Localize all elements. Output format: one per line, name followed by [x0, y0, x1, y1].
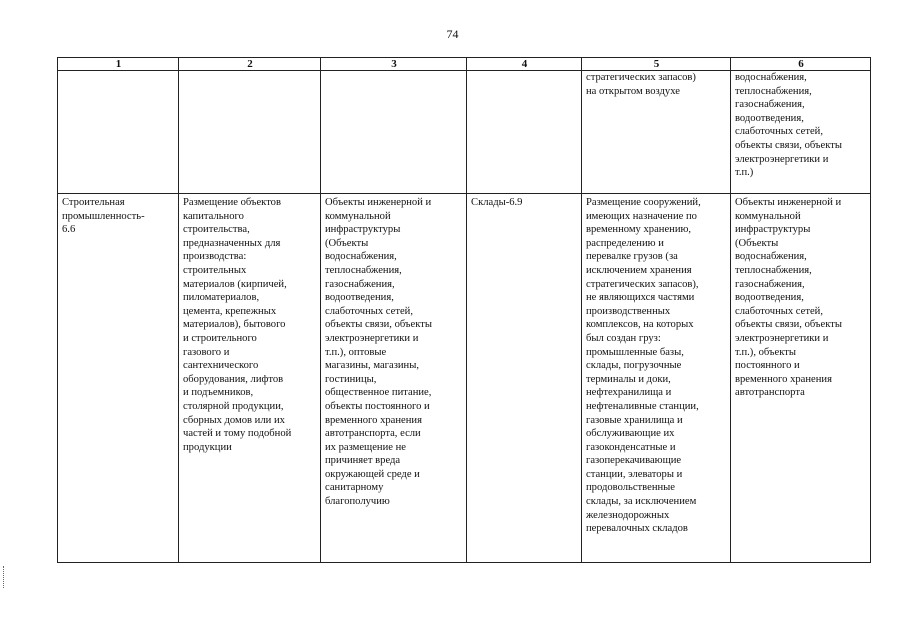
table-cell: Склады-6.9	[467, 194, 582, 563]
column-header-2: 2	[179, 58, 321, 71]
zoning-table	[57, 57, 871, 563]
table-cell: Объекты инженерной и коммунальной инфраструктуры (Объекты водоснабжения, теплоснабжения, газоснабжения, водоотведения, слаботочных сетей, объекты связи, объекты электроэнергетики и т.п.), оптовые магазины, магазины, гостиницы, общественное питание, объекты постоянного и временного хранения автотранспорта, если их размещение не причиняет вреда окружающей среде и санитарному благополучию	[321, 194, 467, 563]
column-header-6: 6	[731, 58, 871, 71]
table-cell: водоснабжения, теплоснабжения, газоснабжения, водоотведения, слаботочных сетей, объекты связи, объекты электроэнергетики и т.п.)	[731, 71, 871, 194]
table-cell	[321, 71, 467, 194]
table-cell	[58, 71, 179, 194]
page-number: 74	[446, 27, 459, 41]
table-cell: Размещение сооружений, имеющих назначение по временному хранению, распределению и перевалке грузов (за исключением хранения стратегических запасов), не являющихся частями производственных комплексов, на которых был создан груз: промышленные базы, склады, погрузочные терминалы и доки, нефтехранилища и нефтеналивные станции, газовые хранилища и обслуживающие их газоконденсатные и газоперекачивающие станции, элеваторы и продовольственные склады, за исключением железнодорожных перевалочных складов	[582, 194, 731, 563]
table-cell: стратегических запасов) на открытом воздухе	[582, 71, 731, 194]
table-cell: Строительная промышленность- 6.6	[58, 194, 179, 563]
table-row-continuation	[58, 71, 871, 194]
table-row-construction-industry	[58, 194, 871, 563]
header-row	[58, 58, 871, 71]
table-cell: Размещение объектов капитального строительства, предназначенных для производства: строительных материалов (кирпичей, пиломатериалов, цемента, крепежных материалов), бытового и строительного газового и сантехнического оборудования, лифтов и подъемников, столярной продукции, сборных домов или их частей и тому подобной продукции	[179, 194, 321, 563]
scan-margin-mark	[3, 566, 6, 588]
table-cell	[467, 71, 582, 194]
table-cell	[179, 71, 321, 194]
table-cell: Объекты инженерной и коммунальной инфраструктуры (Объекты водоснабжения, теплоснабжения, газоснабжения, водоотведения, слаботочных сетей, объекты связи, объекты электроэнергетики и т.п.), объекты постоянного и временного хранения автотранспорта	[731, 194, 871, 563]
column-header-3: 3	[321, 58, 467, 71]
column-header-4: 4	[467, 58, 582, 71]
column-header-5: 5	[582, 58, 731, 71]
column-header-1: 1	[58, 58, 179, 71]
